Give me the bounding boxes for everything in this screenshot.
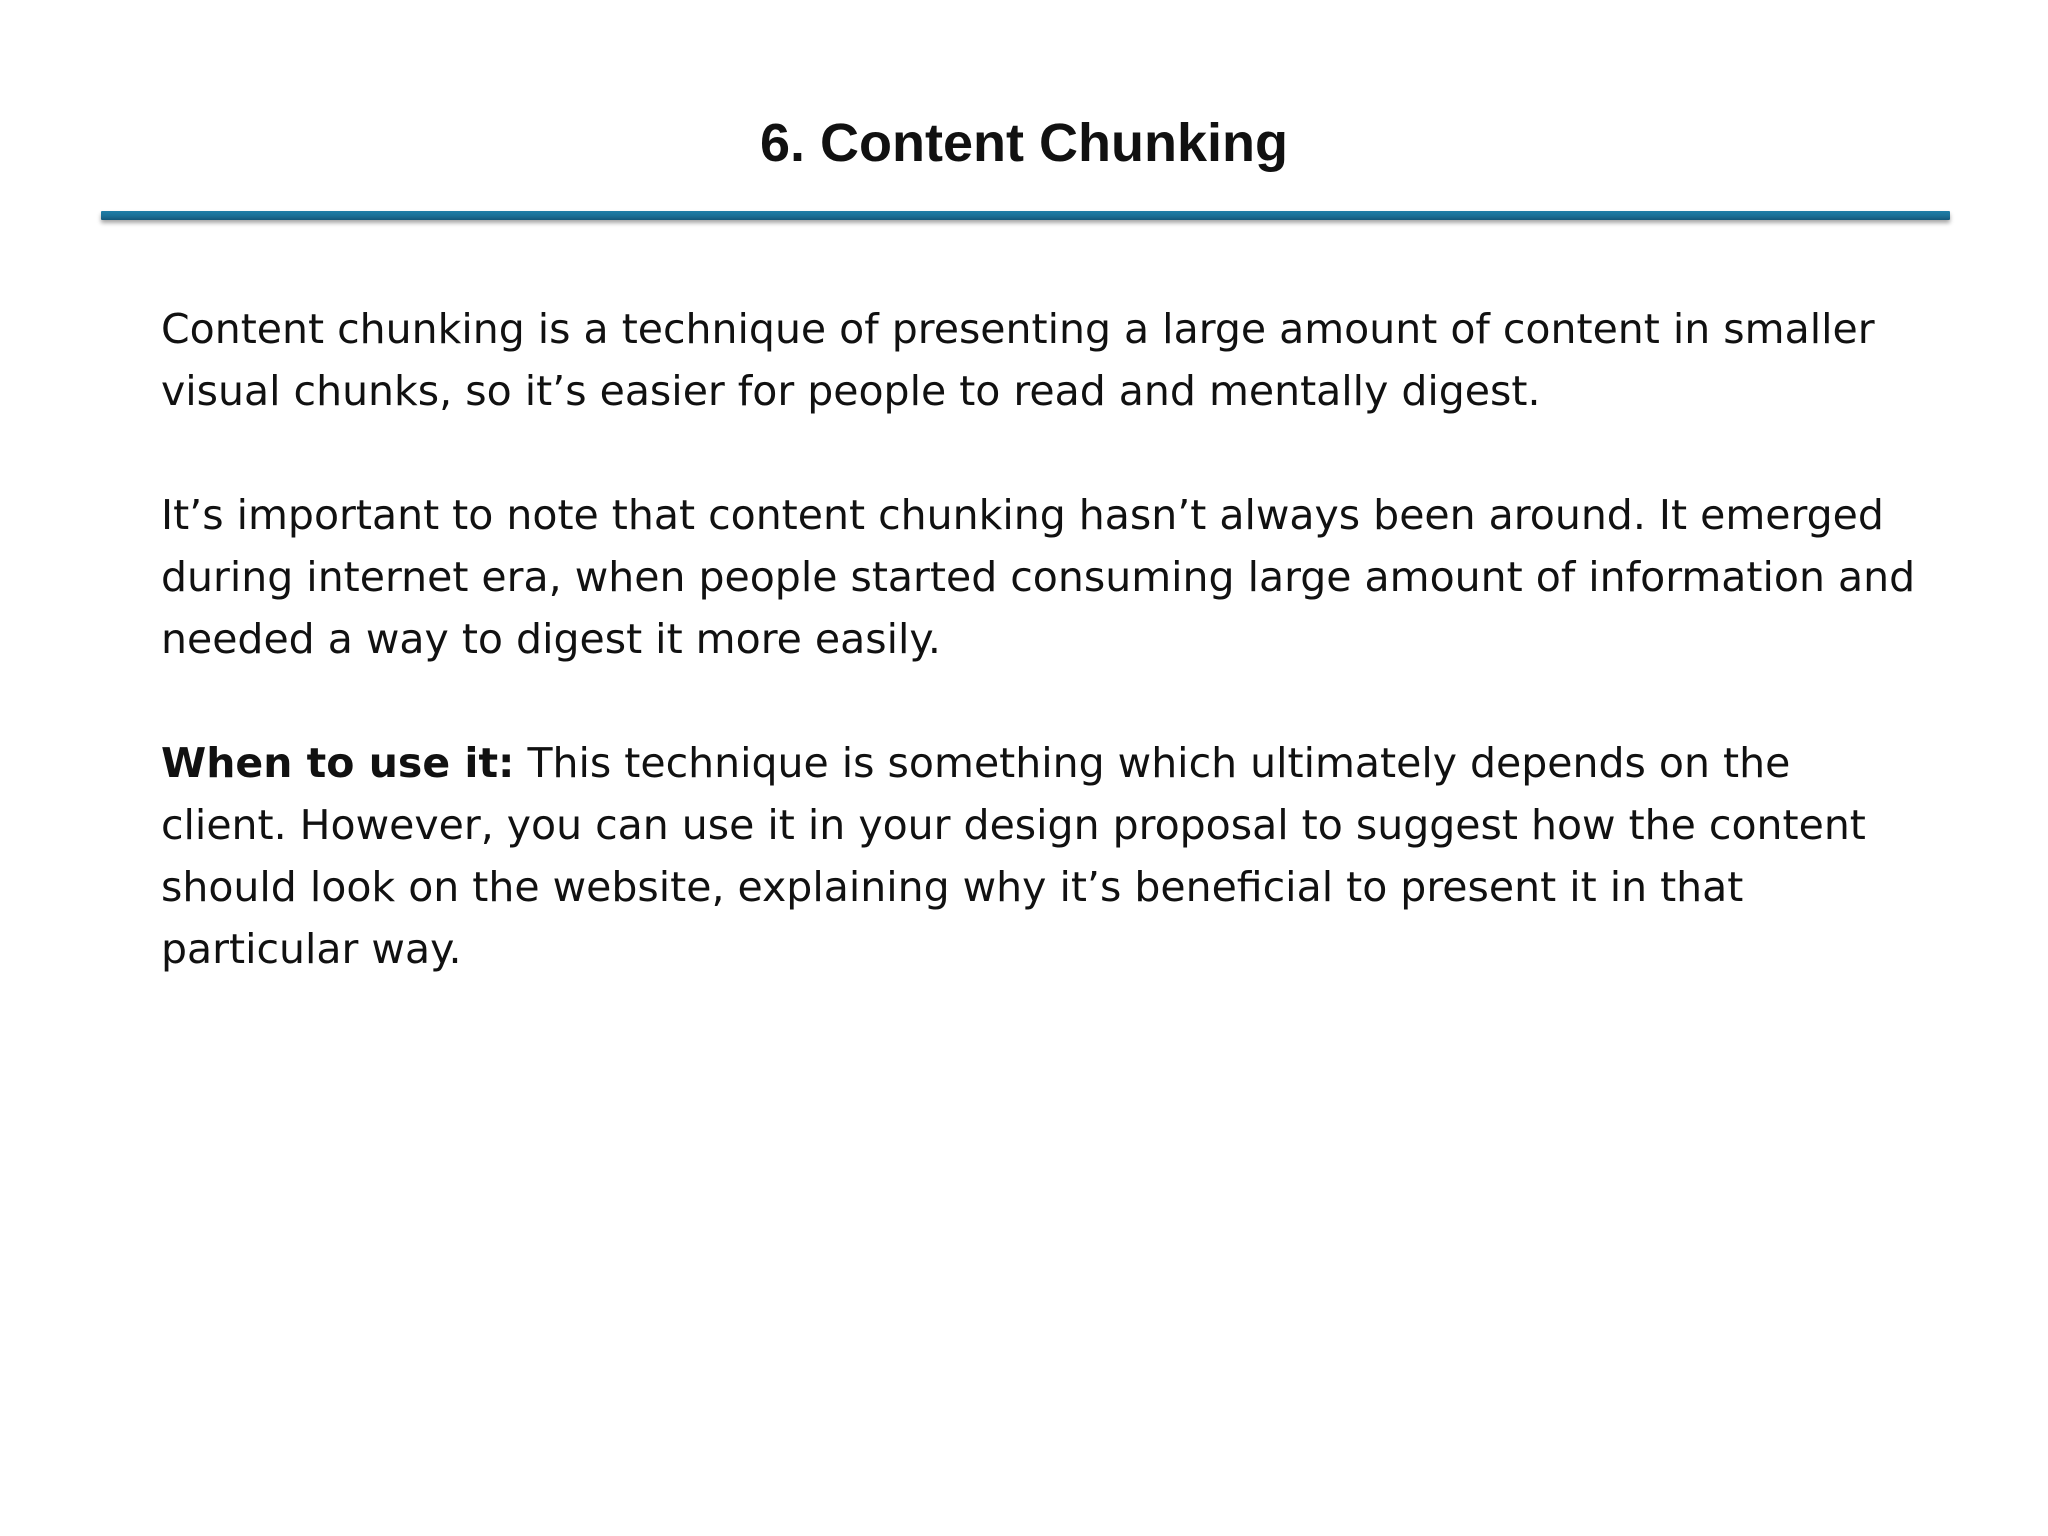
when-to-use-text: This technique is something which ultimately depends on the client. However, you can use it in your design proposal to suggest how the content should look on the website, explaining why it’s beneficial to present it in that particular way. bbox=[161, 739, 1866, 973]
slide-body bbox=[161, 298, 1921, 1042]
paragraph-intro bbox=[161, 298, 1921, 422]
paragraph-when-to-use bbox=[161, 732, 1921, 980]
slide-title: 6. Content Chunking bbox=[760, 113, 1288, 173]
title-divider bbox=[101, 211, 1950, 220]
paragraph-history-text: It’s important to note that content chunking hasn’t always been around. It emerged during internet era, when people started consuming large amount of information and needed a way to digest it more easily. bbox=[161, 491, 1916, 663]
when-to-use-label: When to use it: bbox=[161, 739, 515, 787]
paragraph-intro-text: Content chunking is a technique of presenting a large amount of content in smaller visual chunks, so it’s easier for people to read and mentally digest. bbox=[161, 305, 1875, 415]
paragraph-history bbox=[161, 484, 1921, 670]
